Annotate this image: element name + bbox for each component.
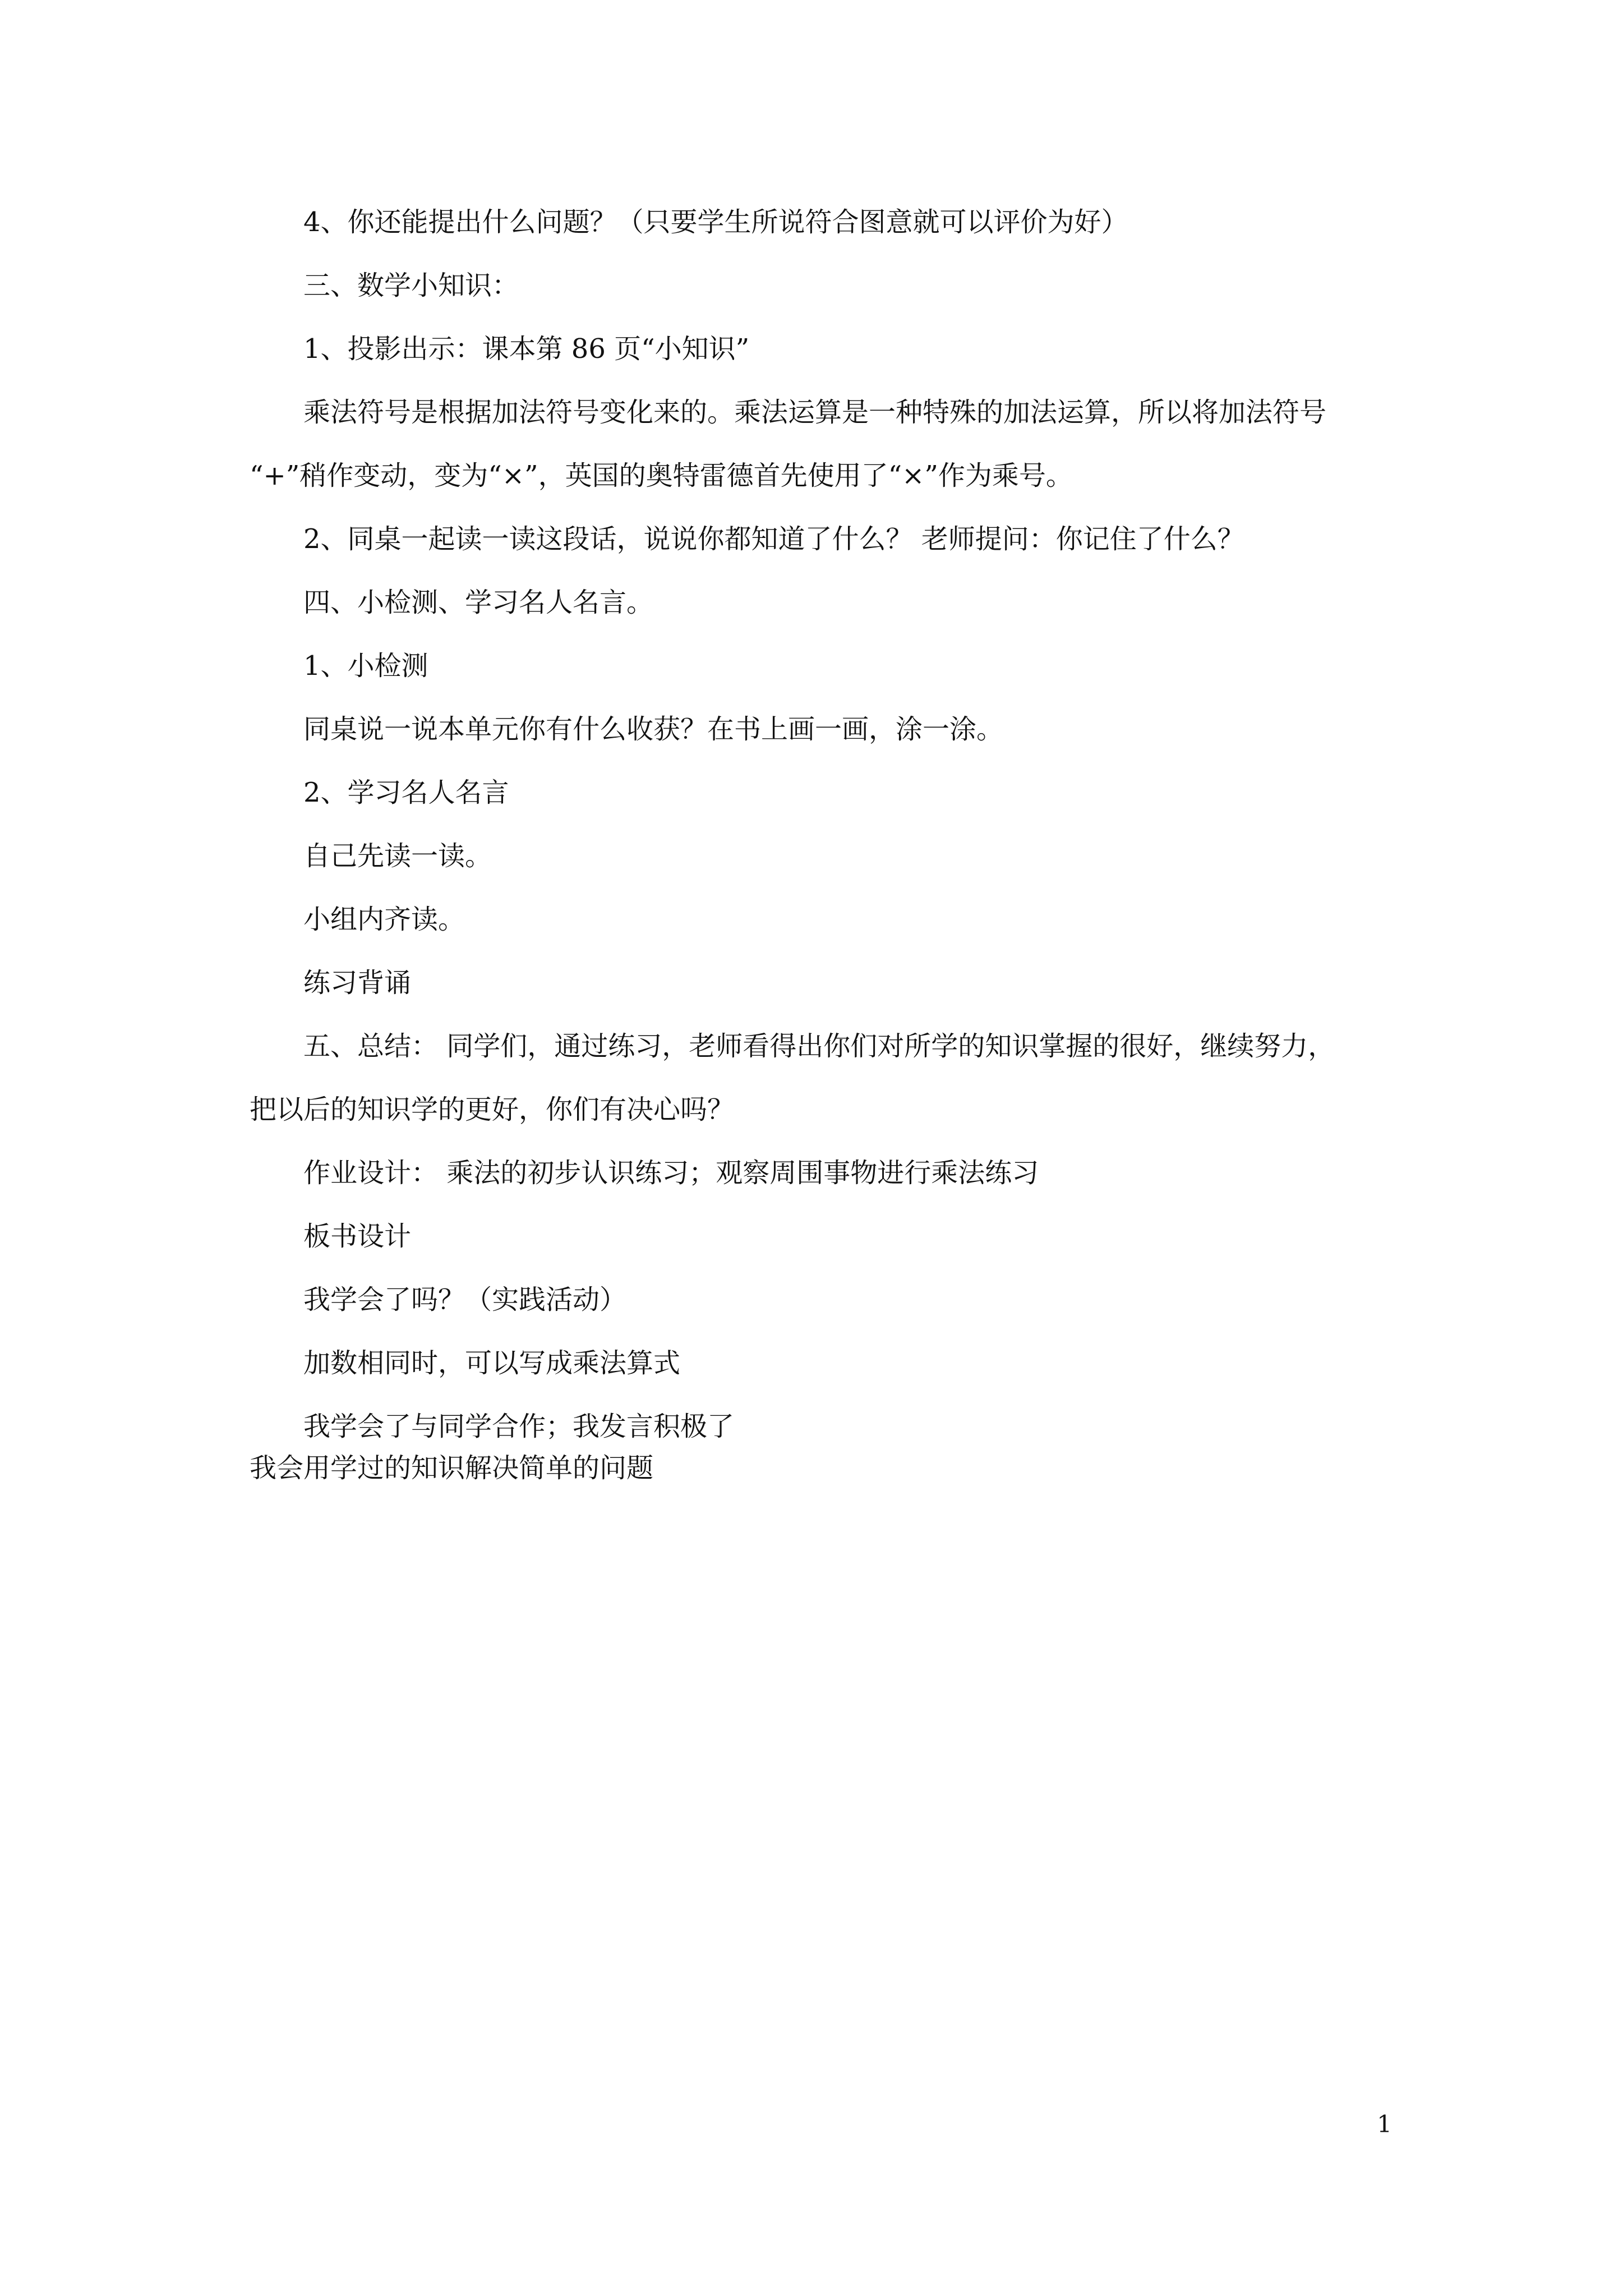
- section-heading-math-knowledge: 三、数学小知识：: [303, 270, 519, 301]
- projection-line: 1、投影出示：课本第 86 页“小知识”: [303, 333, 750, 365]
- board-design-heading: 板书设计: [303, 1221, 412, 1252]
- recite-line: 练习背诵: [303, 967, 412, 999]
- body-text: [250, 206, 1416, 1518]
- summary-paragraph-start: 五、总结： 同学们，通过练习，老师看得出你们对所学的知识掌握的很好，继续努力，: [303, 1030, 1335, 1062]
- read-together-line: 2、同桌一起读一读这段话，说说你都知道了什么？ 老师提问：你记住了什么？: [303, 523, 1244, 555]
- subheading-quiz: 1、小检测: [303, 650, 428, 682]
- subheading-quotes: 2、学习名人名言: [303, 777, 509, 808]
- question-line: 4、你还能提出什么问题？（只要学生所说符合图意就可以评价为好）: [303, 206, 1128, 238]
- board-line-1: 我学会了吗？（实践活动）: [303, 1284, 627, 1315]
- multiplication-symbol-paragraph-end: “+”稍作变动，变为“×”，英国的奥特雷德首先使用了“×”作为乘号。: [250, 460, 1073, 491]
- homework-design-line: 作业设计： 乘法的初步认识练习；观察周围事物进行乘法练习: [303, 1157, 1039, 1189]
- board-line-4: 我会用学过的知识解决简单的问题: [250, 1452, 654, 1484]
- section-heading-quiz-quotes: 四、小检测、学习名人名言。: [303, 587, 654, 618]
- board-line-3: 我学会了与同学合作；我发言积极了: [303, 1411, 735, 1442]
- page-number: 1: [1377, 2110, 1392, 2138]
- summary-paragraph-end: 把以后的知识学的更好，你们有决心吗？: [250, 1094, 735, 1125]
- board-line-2: 加数相同时，可以写成乘法算式: [303, 1347, 681, 1379]
- quiz-instruction: 同桌说一说本单元你有什么收获？在书上画一画，涂一涂。: [303, 714, 1004, 745]
- group-read-line: 小组内齐读。: [303, 904, 465, 935]
- read-self-line: 自己先读一读。: [303, 840, 492, 872]
- multiplication-symbol-paragraph-start: 乘法符号是根据加法符号变化来的。乘法运算是一种特殊的加法运算，所以将加法符号: [303, 397, 1327, 428]
